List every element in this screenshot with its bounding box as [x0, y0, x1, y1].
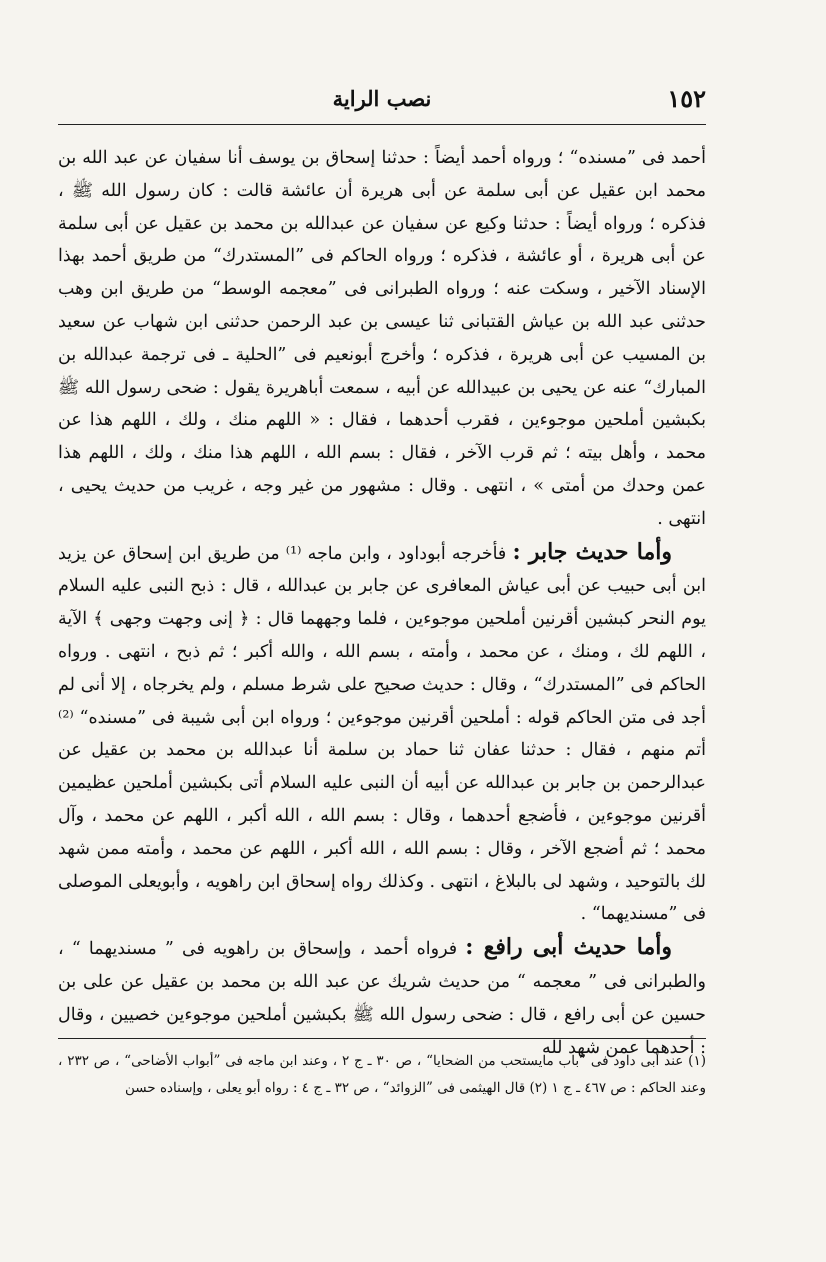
footnotes: [58, 1048, 706, 1102]
footnote-text: (١) عند أبى داود فى ”باب مايستحب من الضحايا“ ، ص ٣٠ ـ ج ٢ ، وعند ابن ماجه فى ”أبواب الأضاحى“ ، ص ٢٣٢ ، وعند الحاكم : ص ٤٦٧ ـ ج ١ (٢) قال الهيثمى فى ”الزوائد“ ، ص ٣٢ ـ ج ٤ : رواه أبو يعلى ، وإسناده حسن: [58, 1053, 706, 1096]
paragraph-3-text: فرواه أحمد ، وإسحاق بن راهويه فى ” مسنديهما “ ، والطبرانى فى ” معجمه “ من حديث شريك عن عبد الله بن محمد بن عقيل عن على بن حسين عن أبى رافع ، قال : ضحى رسول الله ﷺ بكبشين أملحين موجوءين خصيين ، وقال : أحدهما عمن شهد لله: [58, 939, 706, 1058]
footnote-rule: [58, 1038, 706, 1039]
paragraph-2: [58, 536, 706, 932]
paragraph-2-text: فأخرجه أبوداود ، وابن ماجه ⁽¹⁾ من طريق ابن إسحاق عن يزيد ابن أبى حبيب عن أبى عياش المعافرى عن جابر بن عبدالله ، قال : ذبح النبى عليه السلام يوم النحر كبشين أقرنين أملحين موجوءين ، فلما وجههما قال : ﴿ إنى وجهت وجهى ﴾ الآية ، اللهم لك ، ومنك ، عن محمد ، وأمته ، بسم الله ، والله أكبر ؛ ثم ذبح ، انتهى . ورواه الحاكم فى ”المستدرك“ ، وقال : حديث صحيح على شرط مسلم ، ولم يخرجاه ، إلا أنى لم أجد فى متن الحاكم قوله : أملحين أقرنين موجوءين ؛ ورواه ابن أبى شيبة فى ”مسنده“ ⁽²⁾ أتم منهم ، فقال : حدثنا عفان ثنا حماد بن سلمة أنا عبدالله بن محمد بن عقيل عن عبدالرحمن بن جابر بن عبدالله عن أبيه أن النبى عليه السلام أتى بكبشين أملحين عظيمين أقرنين موجوءين ، فأضجع أحدهما ، وقال : بسم الله ، الله أكبر ، اللهم عن محمد ، وآل محمد ؛ ثم أضجع الآخر ، وقال : بسم الله ، الله أكبر ، اللهم عن محمد ، وأمته ممن شهد لك بالتوحيد ، وشهد لى بالبلاغ ، انتهى . وكذلك رواه إسحاق ابن راهويه ، وأبويعلى الموصلى فى ”مسنديهما“ .: [58, 543, 706, 925]
header-rule: [58, 124, 706, 125]
section-heading-jabir: وأما حديث جابر :: [512, 538, 672, 565]
page-number: ١٥٢: [667, 84, 706, 113]
main-text: [58, 142, 706, 1064]
running-header: [58, 84, 706, 122]
paragraph-1: أحمد فى ”مسنده“ ؛ ورواه أحمد أيضاً : حدثنا إسحاق بن يوسف أنا سفيان عن عبد الله بن محمد ابن عقيل عن أبى سلمة عن أبى هريرة أن عائشة قالت : كان رسول الله ﷺ ، فذكره ؛ ورواه أيضاً : حدثنا وكيع عن سفيان عن عبدالله بن محمد بن عقيل عن أبى سلمة عن أبى هريرة ، أو عائشة ، فذكره ؛ ورواه الحاكم فى ”المستدرك“ من طريق أحمد بهذا الإسناد الآخير ، وسكت عنه ؛ ورواه الطبرانى فى ”معجمه الوسط“ من طريق ابن وهب حدثنى عبد الله بن عياش القتبانى ثنا عيسى بن عبد الرحمن حدثنى ابن شهاب عن سعيد بن المسيب عن أبى هريرة ، فذكره ؛ وأخرج أبونعيم فى ”الحلية ـ فى ترجمة عبدالله بن المبارك“ عنه عن يحيى بن عبيدالله عن أبيه ، سمعت أباهريرة يقول : ضحى رسول الله ﷺ بكبشين أملحين موجوءين ، فقرب أحدهما ، فقال : « اللهم منك ، ولك ، اللهم هذا عن محمد ، وأهل بيته ؛ ثم قرب الآخر ، فقال : بسم الله ، اللهم هذا منك ، ولك ، اللهم هذا عمن وحدك من أمتى » ، انتهى . وقال : مشهور من غير وجه ، غريب من حديث يحيى ، انتهى .: [58, 148, 706, 529]
section-heading-abu-rafi: وأما حديث أبى رافع :: [465, 934, 672, 961]
paragraph-3: [58, 931, 706, 1064]
running-title: نصب الراية: [332, 86, 432, 111]
